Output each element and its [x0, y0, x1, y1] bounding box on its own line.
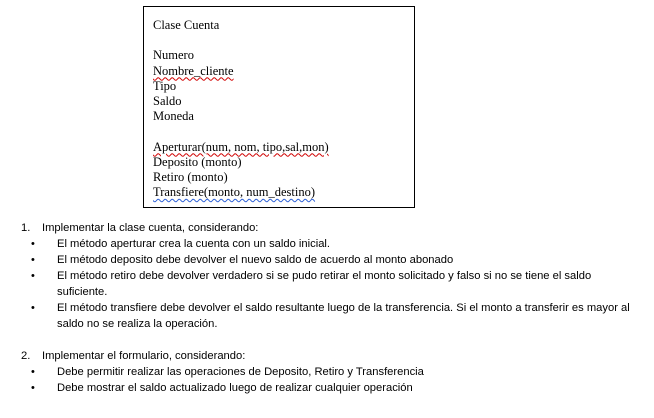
- bullet-icon: •: [31, 382, 35, 394]
- class-diagram-box: [143, 6, 415, 208]
- attribute-nombre-cliente: Nombre_cliente: [153, 63, 234, 78]
- item-text: Implementar el formulario, considerando:: [42, 350, 246, 362]
- method-aperturar: Aperturar(num, nom, tipo,sal,mon): [153, 139, 329, 154]
- bullet-text: El método transfiere debe devolver el saldo resultante luego de la transferencia. Si el monto a transferir es mayor al saldo no se realiza la operación.: [57, 302, 630, 330]
- bullet-icon: •: [31, 302, 35, 314]
- bullet-icon: •: [31, 270, 35, 282]
- bullet-item: [0, 268, 654, 300]
- attribute-moneda: Moneda: [153, 109, 194, 124]
- spacer: [153, 33, 414, 48]
- spacer: [0, 332, 654, 348]
- bullet-text: El método aperturar crea la cuenta con un saldo inicial.: [57, 238, 331, 250]
- bullet-item: [0, 364, 654, 380]
- method-transfiere: Transfiere(monto, num_destino): [153, 185, 316, 200]
- bullet-text: Debe permitir realizar las operaciones de Deposito, Retiro y Transferencia: [57, 366, 424, 378]
- bullet-text: El método deposito debe devolver el nuevo saldo de acuerdo al monto abonado: [57, 254, 454, 266]
- bullet-item: [0, 252, 654, 268]
- list-item-2: [0, 348, 654, 364]
- method-retiro: Retiro (monto): [153, 170, 228, 184]
- bullet-icon: •: [31, 238, 35, 250]
- attribute-numero: Numero: [153, 48, 194, 63]
- bullet-item: [0, 236, 654, 252]
- bullet-icon: •: [31, 366, 35, 378]
- requirements-list: [0, 220, 654, 396]
- class-title: Clase Cuenta: [153, 18, 220, 32]
- bullet-item: [0, 380, 654, 396]
- bullet-icon: •: [31, 254, 35, 266]
- bullet-text: El método retiro debe devolver verdadero si se pudo retirar el monto solicitado y falso si no se tiene el saldo suficiente.: [57, 270, 592, 298]
- list-item-1: [0, 220, 654, 236]
- item-text: Implementar la clase cuenta, considerando:: [42, 222, 259, 234]
- attribute-tipo: Tipo: [153, 78, 177, 93]
- spacer: [153, 124, 414, 139]
- bullet-item: [0, 300, 654, 332]
- method-deposito: Deposito (monto): [153, 154, 242, 169]
- item-number: 1.: [21, 222, 31, 234]
- attribute-saldo: Saldo: [153, 94, 182, 108]
- item-number: 2.: [21, 350, 31, 362]
- bullet-text: Debe mostrar el saldo actualizado luego de realizar cualquier operación: [57, 382, 413, 394]
